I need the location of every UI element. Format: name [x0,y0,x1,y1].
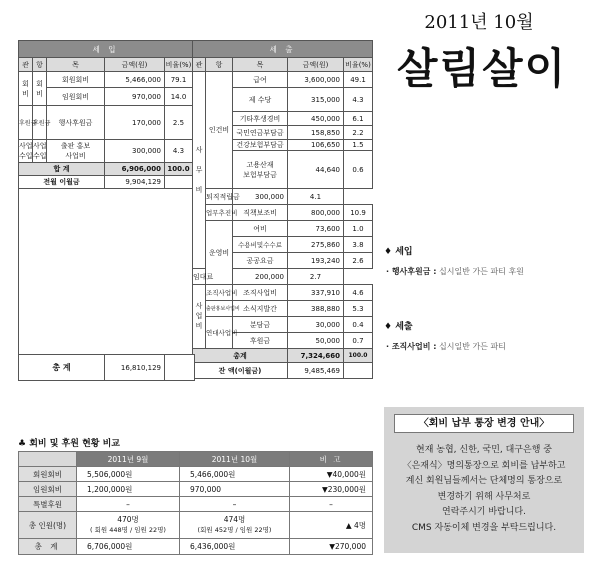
empty-cell [165,176,193,189]
issue-date: 2011년 10월 [424,12,534,33]
compare-col-note: 비 고 [290,452,373,467]
expense-amount: 315,000 [288,88,344,112]
note-value: 십시일반 가든 파티 [439,342,506,351]
expense-mok: 후원금 [233,333,288,349]
expense-amount: 337,910 [288,285,344,301]
note-expense-line [386,341,506,352]
col-gwan: 관 [19,58,33,72]
income-gwan-business: 사업 수입 [19,140,33,163]
income-mok: 회원회비 [47,72,105,88]
income-ratio: 14.0 [165,88,193,106]
col-gwan: 관 [193,58,206,72]
expense-ratio: 2.6 [344,253,373,269]
income-amount: 170,000 [105,106,165,140]
expense-amount: 158,850 [288,126,344,140]
compare-sep-value: 470명 ( 회원 448명 / 임원 22명) [77,512,180,539]
compare-sep-value: 6,706,000원 [77,539,180,555]
expense-ratio: 1.5 [344,140,373,151]
income-mok: 출판 홍보 사업비 [47,140,105,163]
compare-row-label: 총 인원(명) [19,512,77,539]
compare-note-value: ▲ 4명 [290,512,373,539]
col-amount: 금액(원) [105,58,165,72]
expense-mok: 조직사업비 [233,285,288,301]
income-blank-area [19,189,193,379]
income-mok: 임원회비 [47,88,105,106]
note-key: · 행사후원금 : [386,267,437,276]
expense-amount: 44,640 [288,151,344,189]
income-total-label: 합 계 [19,163,105,176]
expense-hang-publishing: 출판홍보사업비 [206,301,233,317]
compare-row-label: 회원회비 [19,467,77,482]
expense-ratio: 5.3 [344,301,373,317]
income-ratio: 79.1 [165,72,193,88]
income-amount: 970,000 [105,88,165,106]
income-hang-business: 사업 수입 [33,140,47,163]
expense-gwan-business: 사 업 비 [193,285,206,349]
note-income-heading: ♦ 세입 [384,247,413,257]
compare-note-value: ▼230,000원 [290,482,373,497]
empty-cell [344,363,373,379]
income-ratio: 4.3 [165,140,193,163]
col-mok: 목 [233,58,288,72]
expense-total-amount: 7,324,660 [288,349,344,363]
expense-mok: 퇴직적립금 [206,189,233,205]
expense-ratio: 6.1 [344,112,373,126]
compare-sep-value: 5,506,000원 [77,467,180,482]
expense-mok: 분담금 [233,317,288,333]
expense-mok: 소식지발간 [233,301,288,317]
expense-mok: 국민연금부담금 [233,126,288,140]
expense-amount: 73,600 [288,221,344,237]
note-value: 십시일반 가든 파티 후원 [439,267,524,276]
notice-line: 연락주시기 바랍니다. [442,507,526,517]
compare-oct-value: 5,466,000원 [180,467,290,482]
note-income-line [386,266,524,277]
expense-amount: 800,000 [288,205,344,221]
compare-oct-value: 970,000 [180,482,290,497]
notice-title: 〈회비 납부 통장 변경 안내〉 [394,414,574,433]
income-total-ratio: 100.0 [165,163,193,176]
expense-ratio: 0.4 [344,317,373,333]
expense-amount: 193,240 [288,253,344,269]
grand-total-row [18,354,195,381]
expense-mok: 공공요금 [233,253,288,269]
income-ratio: 2.5 [165,106,193,140]
expense-ratio: 1.0 [344,221,373,237]
compare-sep-value: – [77,497,180,512]
expense-mok: 제 수당 [233,88,288,112]
col-ratio: 비율(%) [165,58,193,72]
expense-mok: 고용산재 보험부담금 [233,151,288,189]
expense-mok: 임대료 [193,269,206,285]
expense-mok: 여비 [233,221,288,237]
expense-hang-personnel: 인건비 [206,72,233,189]
expense-amount: 106,650 [288,140,344,151]
balance-label: 잔 액(이월금) [193,363,288,379]
income-amount: 300,000 [105,140,165,163]
compare-oct-value: 6,436,000원 [180,539,290,555]
expense-amount: 50,000 [288,333,344,349]
notice-line: 〈은재식〉명의통장으로 회비를 납부하고 [402,460,566,471]
expense-amount: 200,000 [233,269,288,285]
page-title: 살림살이 [396,44,568,93]
income-header: 세 입 [19,41,193,58]
compare-col-oct: 2011년 10월 [180,452,290,467]
compare-note-value: ▼40,000원 [290,467,373,482]
balance-amount: 9,485,469 [288,363,344,379]
col-ratio: 비율(%) [344,58,373,72]
expense-amount: 3,600,000 [288,72,344,88]
carry-over-amount: 9,904,129 [105,176,165,189]
expense-ratio: 10.9 [344,205,373,221]
carry-over-label: 전월 이월금 [19,176,105,189]
compare-note-value: ▼270,000 [290,539,373,555]
budget-ledger [18,40,373,379]
compare-heading: ♣ 회비 및 후원 현황 비교 [18,439,120,449]
income-mok: 행사후원금 [47,106,105,140]
expense-mok: 기타후생경비 [233,112,288,126]
compare-oct-value: 474명 (회원 452명 / 임원 22명) [180,512,290,539]
expense-hang-organizing: 조직사업비 [206,285,233,301]
col-mok: 목 [47,58,105,72]
expense-ratio: 4.1 [288,189,344,205]
expense-amount: 450,000 [288,112,344,126]
grand-total-amount: 16,810,129 [105,355,165,381]
compare-corner [19,452,77,467]
compare-row-label: 임원회비 [19,482,77,497]
compare-note-value: – [290,497,373,512]
expense-ratio: 4.6 [344,285,373,301]
note-key: · 조직사업비 : [386,342,437,351]
grand-total-label: 총 계 [19,355,105,381]
notice-line: 계신 회원님들께서는 단체명의 통장으로 [405,476,563,486]
expense-gwan-admin: 사 무 비 [193,72,206,269]
compare-oct-value: – [180,497,290,512]
expense-header: 세 출 [193,41,373,58]
expense-hang-duty: 업무추진비 [206,205,233,221]
expense-ratio: 49.1 [344,72,373,88]
expense-ratio: 2.7 [288,269,344,285]
expense-ratio: 0.7 [344,333,373,349]
expense-mok: 직책보조비 [233,205,288,221]
col-hang: 항 [206,58,233,72]
income-gwan-sponsor: 후원금 [19,106,33,140]
compare-table [18,451,373,555]
compare-row-label: 특별후원 [19,497,77,512]
expense-hang-solidarity: 연대사업비 [206,317,233,349]
income-amount: 5,466,000 [105,72,165,88]
expense-ratio: 0.6 [344,151,373,189]
expense-hang-operations: 운영비 [206,221,233,285]
expense-total-label: 총계 [193,349,288,363]
income-hang-membership: 회 비 [33,72,47,106]
expense-mok: 급여 [233,72,288,88]
compare-sep-value: 1,200,000원 [77,482,180,497]
expense-amount: 275,860 [288,237,344,253]
income-gwan-membership: 회 비 [19,72,33,106]
income-total-amount: 6,906,000 [105,163,165,176]
expense-ratio: 2.2 [344,126,373,140]
compare-col-sep: 2011년 9월 [77,452,180,467]
expense-amount: 30,000 [288,317,344,333]
note-expense-heading: ♦ 세출 [384,322,413,332]
notice-line: 현재 농협, 신한, 국민, 대구은행 중 [416,445,552,455]
expense-ratio: 4.3 [344,88,373,112]
income-hang-sponsor: 후원금 [33,106,47,140]
expense-mok: 건강보험부담금 [233,140,288,151]
expense-amount: 388,880 [288,301,344,317]
col-amount: 금액(원) [288,58,344,72]
compare-row-label: 총 계 [19,539,77,555]
expense-total-ratio: 100.0 [344,349,373,363]
expense-mok: 수용비및수수료 [233,237,288,253]
notice-body [388,443,580,536]
col-hang: 항 [33,58,47,72]
expense-amount: 300,000 [233,189,288,205]
account-change-notice [384,407,584,553]
expense-ratio: 3.8 [344,237,373,253]
empty-cell [165,355,195,381]
notice-line: CMS 자동이체 변경을 부탁드립니다. [411,522,557,533]
notice-line: 변경하기 위해 사무처로 [437,491,531,502]
